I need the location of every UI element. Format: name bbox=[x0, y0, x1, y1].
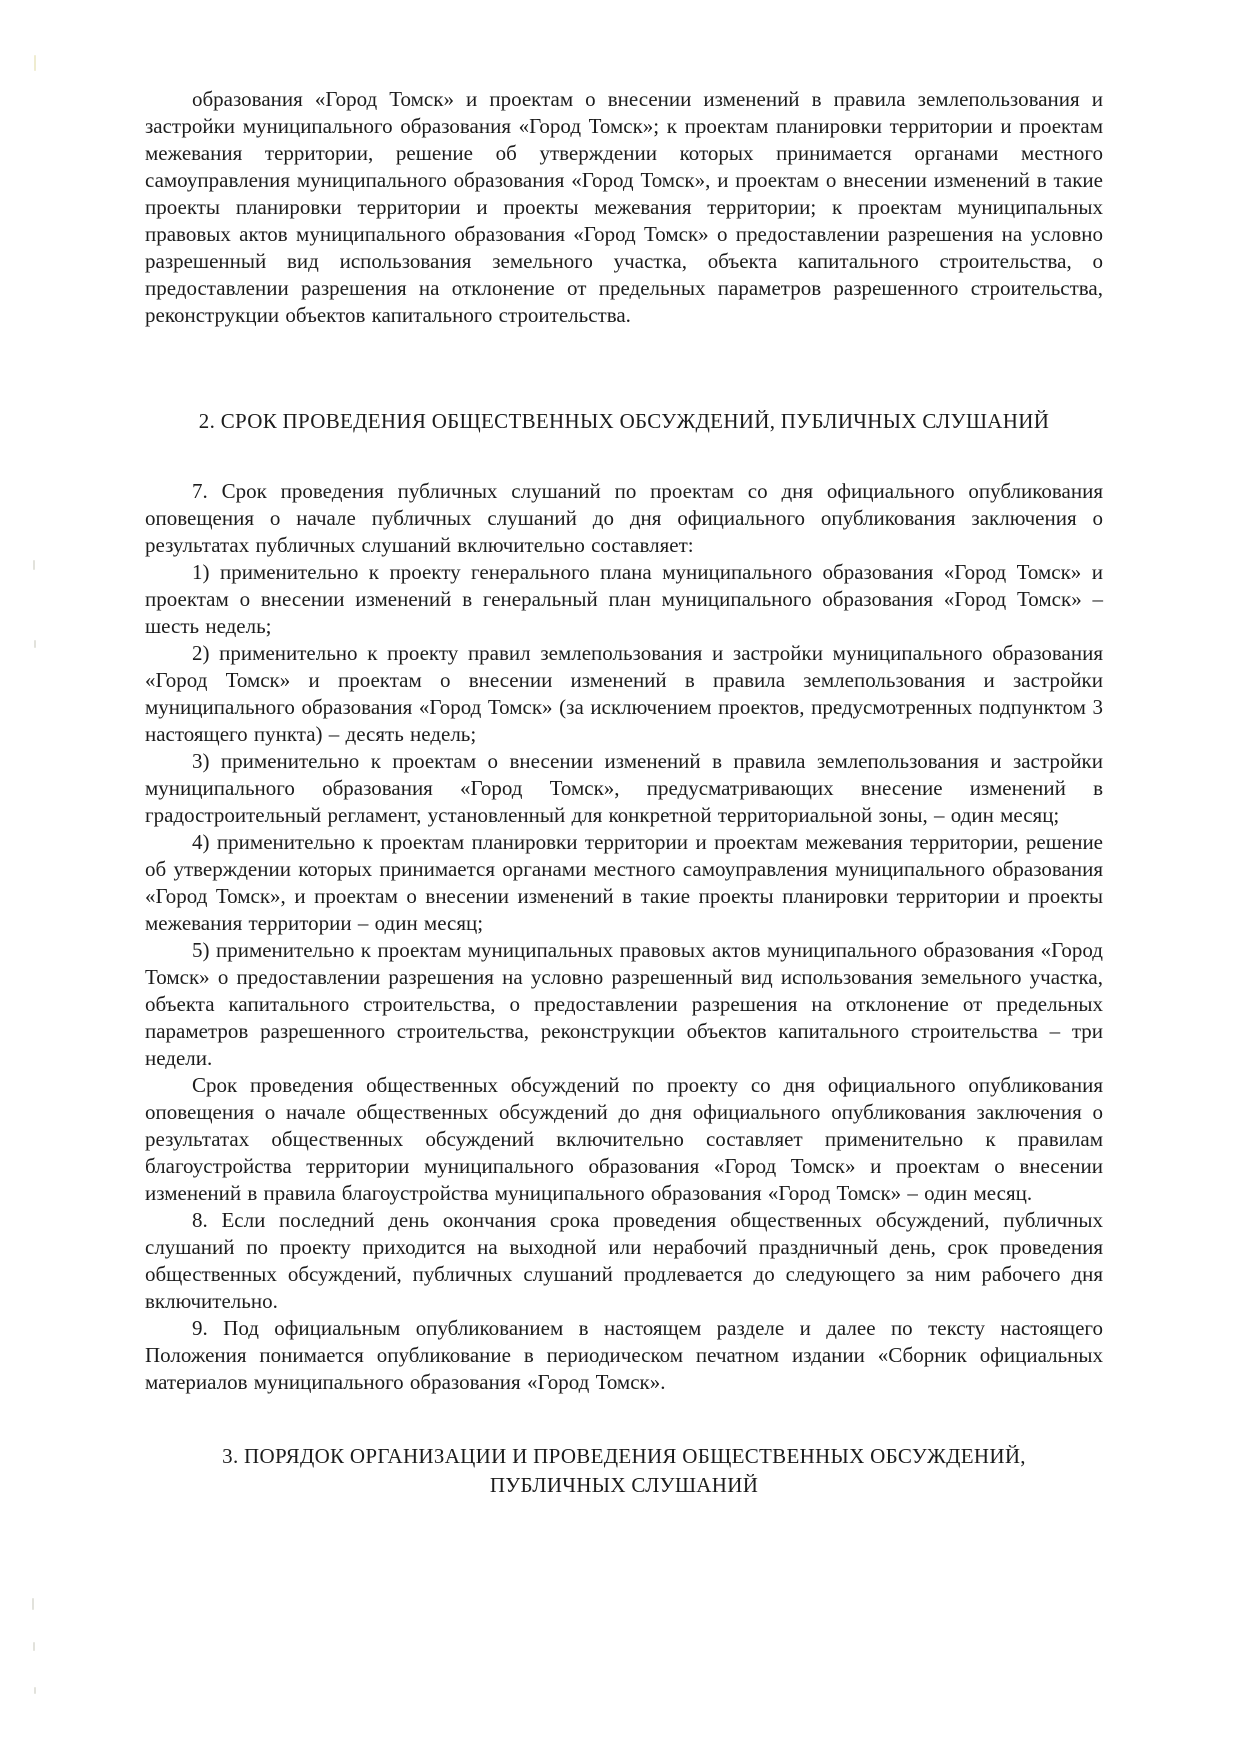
paragraph-8: 8. Если последний день окончания срока проведения общественных обсуждений, публичных слушаний по проекту приходится на выходной или нерабочий праздничный день, срок проведения общественных обсуждений, публичных слушаний продлевается до следующего за ним рабочего дня включительно. bbox=[145, 1208, 1103, 1313]
scan-speck bbox=[33, 560, 35, 570]
paragraph-7-item-2: 2) применительно к проекту правил землепользования и застройки муниципального образования «Город Томск» и проектам о внесении изменений в правила землепользования и застройки муниципального образования «Город Томск» (за исключением проектов, предусмотренных подпунктом 3 настоящего пункта) – десять недель; bbox=[145, 641, 1103, 746]
paragraph-7-public-discussions: Срок проведения общественных обсуждений по проекту со дня официального опубликования оповещения о начале общественных обсуждений до дня официального опубликования заключения о результатах общественных обсуждений включительно составляет применительно к правилам благоустройства территории муниципального образования «Город Томск» и проектам о внесении изменений в правила благоустройства муниципального образования «Город Томск» – один месяц. bbox=[145, 1073, 1103, 1205]
paragraph-9: 9. Под официальным опубликованием в настоящем разделе и далее по тексту настоящего Положения понимается опубликование в периодическом печатном издании «Сборник официальных материалов муниципального образования «Город Томск». bbox=[145, 1316, 1103, 1394]
page-content bbox=[145, 86, 1103, 1500]
scan-speck bbox=[34, 640, 36, 648]
scan-speck bbox=[33, 1642, 35, 1651]
scan-speck bbox=[34, 1687, 36, 1694]
paragraph-7-item-1: 1) применительно к проекту генерального плана муниципального образования «Город Томск» и проектам о внесении изменений в генеральный план муниципального образования «Город Томск» – шесть недель; bbox=[145, 560, 1103, 638]
paragraph-intro-continuation: образования «Город Томск» и проектам о внесении изменений в правила землепользования и застройки муниципального образования «Город Томск»; к проектам планировки территории и проектам межевания территории, решение об утверждении которых принимается органами местного самоуправления муниципального образования «Город Томск», и проектам о внесении изменений в такие проекты планировки территории и проекты межевания территории; к проектам муниципальных правовых актов муниципального образования «Город Томск» о предоставлении разрешения на условно разрешенный вид использования земельного участка, объекта капитального строительства, о предоставлении разрешения на отклонение от предельных параметров разрешенного строительства, реконструкции объектов капитального строительства. bbox=[145, 87, 1103, 327]
section-2-heading: 2. СРОК ПРОВЕДЕНИЯ ОБЩЕСТВЕННЫХ ОБСУЖДЕНИЙ, ПУБЛИЧНЫХ СЛУШАНИЙ bbox=[198, 409, 1050, 433]
scan-speck bbox=[34, 55, 36, 71]
paragraph-7-item-4: 4) применительно к проектам планировки территории и проектам межевания территории, решение об утверждении которых принимается органами местного самоуправления муниципального образования «Город Томск», и проектам о внесении изменений в такие проекты планировки территории и проекты межевания территории – один месяц; bbox=[145, 830, 1103, 935]
section-3-heading: 3. ПОРЯДОК ОРГАНИЗАЦИИ И ПРОВЕДЕНИЯ ОБЩЕСТВЕННЫХ ОБСУЖДЕНИЙ, ПУБЛИЧНЫХ СЛУШАНИЙ bbox=[222, 1444, 1026, 1497]
paragraph-7-intro: 7. Срок проведения публичных слушаний по проектам со дня официального опубликования оповещения о начале публичных слушаний до дня официального опубликования заключения о результатах публичных слушаний включительно составляет: bbox=[145, 479, 1103, 557]
paragraph-7-item-3: 3) применительно к проектам о внесении изменений в правила землепользования и застройки муниципального образования «Город Томск», предусматривающих внесение изменений в градостроительный регламент, установленный для конкретной территориальной зоны, – один месяц; bbox=[145, 749, 1103, 827]
paragraph-7-item-5: 5) применительно к проектам муниципальных правовых актов муниципального образования «Город Томск» о предоставлении разрешения на условно разрешенный вид использования земельного участка, объекта капитального строительства, о предоставлении разрешения на отклонение от предельных параметров разрешенного строительства, реконструкции объектов капитального строительства – три недели. bbox=[145, 938, 1103, 1070]
scan-speck bbox=[32, 1598, 34, 1610]
